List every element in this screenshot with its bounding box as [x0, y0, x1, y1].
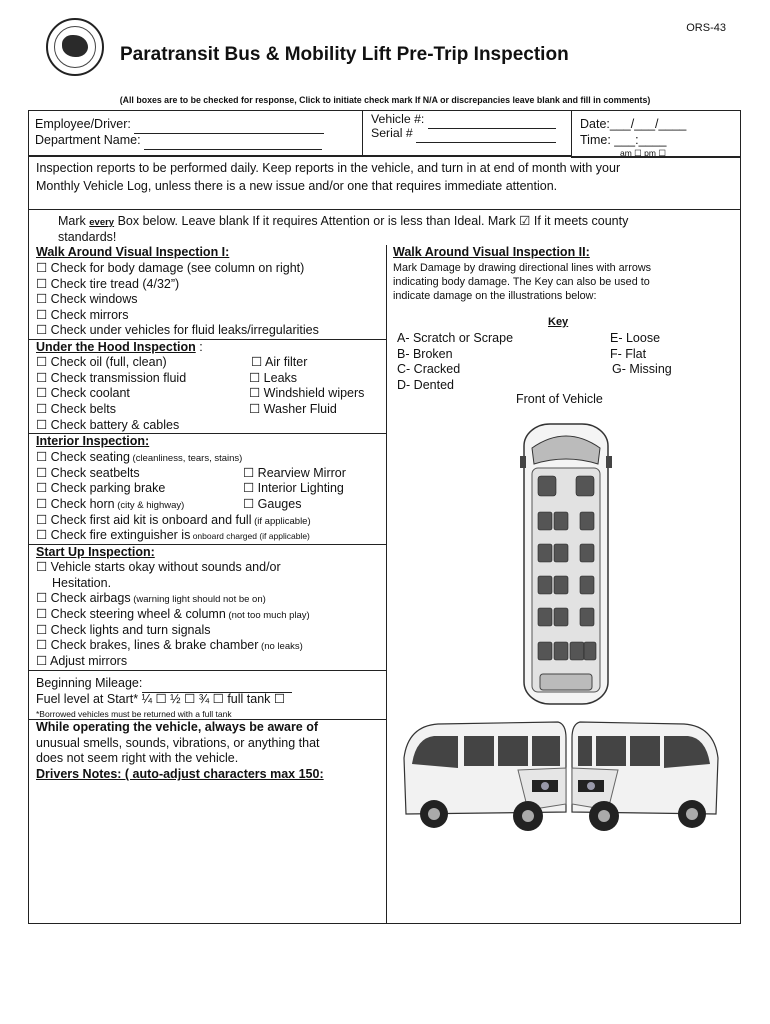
- startup-lights[interactable]: ☐ Check lights and turn signals: [36, 623, 211, 637]
- key-list-left: A- Scratch or Scrape B- Broken C- Cracked D- Dented: [397, 331, 514, 392]
- interior-lighting[interactable]: ☐ Interior Lighting: [243, 481, 344, 495]
- hood-leaks[interactable]: ☐ Leaks: [249, 371, 298, 385]
- hood-air-filter[interactable]: ☐ Air filter: [251, 355, 308, 369]
- startup-heading: Start Up Inspection:: [36, 545, 155, 559]
- interior-gauges[interactable]: ☐ Gauges: [243, 497, 302, 511]
- van-left-side-view[interactable]: [398, 718, 570, 836]
- mark-instruction-2: standards!: [58, 230, 117, 244]
- notice-line-2: Monthly Vehicle Log, unless there is a new issue and/or one that requires immediate attention.: [36, 179, 558, 193]
- operating-line-1: While operating the vehicle, always be aware of: [36, 720, 319, 734]
- interior-first-aid[interactable]: ☐ Check first aid kit is onboard and full (if applicable): [36, 513, 311, 527]
- notice-line-1: Inspection reports to be performed daily. Keep reports in the vehicle, and turn in at end of month with your: [36, 161, 621, 175]
- hood-check-battery[interactable]: ☐ Check battery & cables: [36, 418, 180, 432]
- operating-line-2: unusual smells, sounds, vibrations, or anything that: [36, 736, 320, 750]
- vehicle-box: [362, 110, 572, 156]
- walk2-description: Mark Damage by drawing directional lines with arrows indicating body damage. The Key can also be used to indicate damage on the illustrations below:: [393, 262, 652, 302]
- interior-horn[interactable]: ☐ Check horn (city & highway): [36, 497, 185, 511]
- mileage-row: Beginning Mileage:: [36, 676, 292, 693]
- employee-field[interactable]: [134, 117, 324, 134]
- interior-seatbelts[interactable]: ☐ Check seatbelts: [36, 466, 140, 480]
- front-of-vehicle-label: Front of Vehicle: [516, 392, 603, 406]
- startup-brakes[interactable]: ☐ Check brakes, lines & brake chamber (no leaks): [36, 638, 303, 652]
- mileage-field[interactable]: [142, 676, 292, 693]
- startup-vehicle-starts[interactable]: ☐ Vehicle starts okay without sounds and/or: [36, 560, 281, 574]
- hood-check-transmission[interactable]: ☐ Check transmission fluid: [36, 371, 187, 385]
- hood-check-oil[interactable]: ☐ Check oil (full, clean): [36, 355, 167, 369]
- ampm-checkboxes[interactable]: am ☐ pm ☐: [620, 148, 666, 158]
- employee-label: Employee/Driver:: [35, 117, 131, 131]
- instructions: (All boxes are to be checked for response, Click to initiate check mark If N/A or discrepancies leave blank and fill in comments): [119, 95, 651, 105]
- van-right-side-view[interactable]: [568, 718, 724, 836]
- walk2-heading: Walk Around Visual Inspection II:: [393, 245, 590, 259]
- mark-instruction: Mark every Box below. Leave blank If it requires Attention or is less than Ideal. Mark ☑ If it meets county: [58, 214, 629, 228]
- interior-parking-brake[interactable]: ☐ Check parking brake: [36, 481, 166, 495]
- date-field[interactable]: Date:___/___/____: [580, 117, 687, 131]
- key-list-right: E- Loose F- Flat G- Missing: [610, 331, 672, 376]
- hood-washer-fluid[interactable]: ☐ Washer Fluid: [249, 402, 337, 416]
- interior-fire-extinguisher[interactable]: ☐ Check fire extinguisher is onboard charged (if applicable): [36, 528, 310, 542]
- form-code: ORS-43: [686, 22, 726, 34]
- van-top-view-diagram[interactable]: [518, 420, 614, 708]
- walk1-item-body-damage[interactable]: ☐ Check for body damage (see column on right): [36, 261, 305, 275]
- hood-windshield-wipers[interactable]: ☐ Windshield wipers: [249, 386, 365, 400]
- startup-hesitation: Hesitation.: [52, 576, 112, 590]
- walk1-item-windows[interactable]: ☐ Check windows: [36, 292, 138, 306]
- serial-label: Serial #: [371, 126, 413, 140]
- walk1-item-mirrors[interactable]: ☐ Check mirrors: [36, 308, 129, 322]
- interior-seating[interactable]: ☐ Check seating (cleanliness, tears, stains): [36, 450, 243, 464]
- borrowed-note: *Borrowed vehicles must be returned with a full tank: [36, 709, 232, 719]
- key-title: Key: [548, 316, 569, 328]
- vehicle-label: Vehicle #:: [371, 112, 425, 126]
- interior-heading: Interior Inspection:: [36, 434, 150, 448]
- drivers-notes-field[interactable]: [34, 786, 380, 918]
- hood-heading: Under the Hood Inspection :: [36, 340, 203, 354]
- time-field[interactable]: Time: ___:____: [580, 133, 667, 147]
- startup-steering[interactable]: ☐ Check steering wheel & column (not too much play): [36, 607, 310, 621]
- department-label: Department Name:: [35, 133, 141, 147]
- page-title: Paratransit Bus & Mobility Lift Pre-Trip Inspection: [120, 44, 569, 65]
- fuel-level[interactable]: Fuel level at Start* ¼ ☐ ½ ☐ ¾ ☐ full tank ☐: [36, 692, 286, 706]
- walk1-item-tire-tread[interactable]: ☐ Check tire tread (4/32”): [36, 277, 180, 291]
- drivers-notes-label: Drivers Notes: ( auto-adjust characters max 150:: [36, 767, 324, 781]
- hood-check-belts[interactable]: ☐ Check belts: [36, 402, 116, 416]
- serial-field[interactable]: [416, 126, 556, 143]
- employee-box: [28, 110, 363, 156]
- startup-mirrors[interactable]: ☐ Adjust mirrors: [36, 654, 128, 668]
- walk1-item-fluid-leaks[interactable]: ☐ Check under vehicles for fluid leaks/irregularities: [36, 323, 319, 337]
- department-field[interactable]: [144, 133, 322, 150]
- operating-line-3: does not seem right with the vehicle.: [36, 751, 239, 765]
- date-box: [571, 110, 741, 158]
- walk1-heading: Walk Around Visual Inspection I:: [36, 245, 230, 259]
- startup-airbags[interactable]: ☐ Check airbags (warning light should not be on): [36, 591, 266, 605]
- hood-check-coolant[interactable]: ☐ Check coolant: [36, 386, 130, 400]
- county-seal-logo: [46, 18, 104, 76]
- interior-rearview-mirror[interactable]: ☐ Rearview Mirror: [243, 466, 346, 480]
